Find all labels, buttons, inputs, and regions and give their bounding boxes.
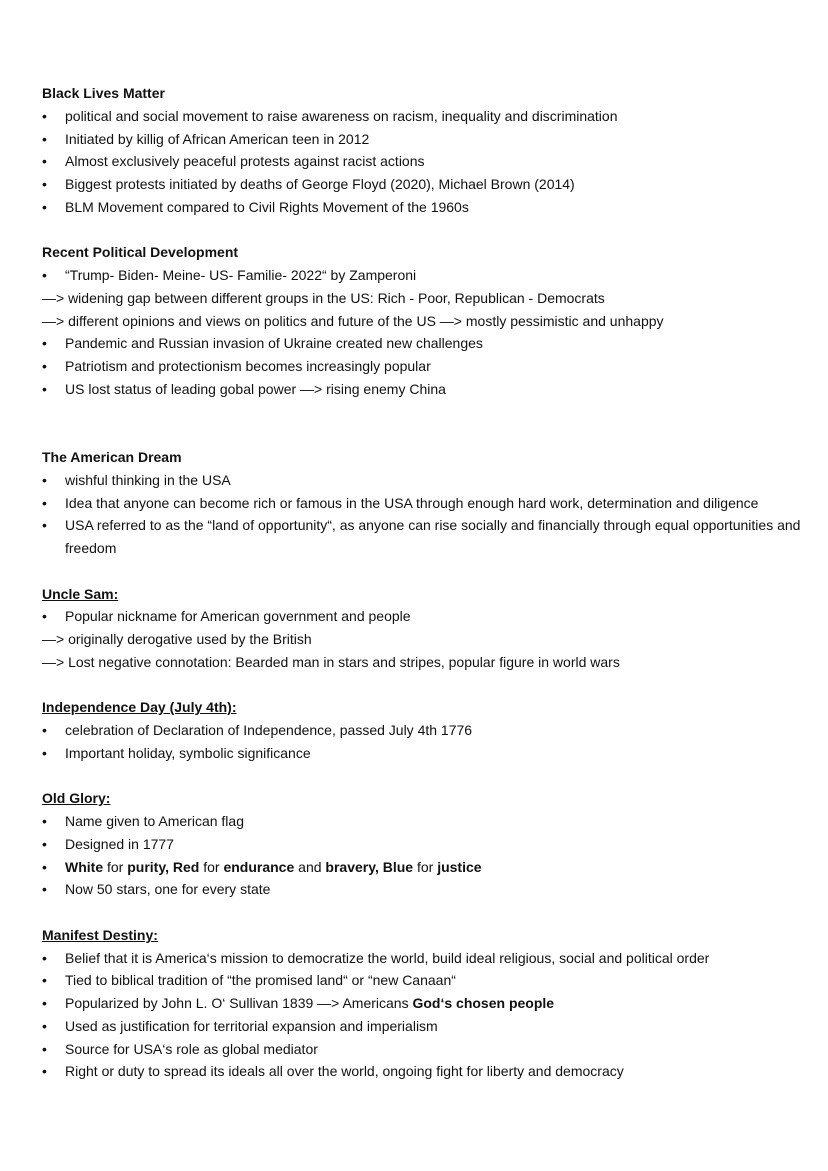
item-text — [42, 128, 802, 151]
item-text — [42, 969, 802, 992]
bullet-item — [42, 128, 802, 151]
text-segment: USA referred to as the “land of opportunity“, as anyone can rise socially and financially through equal opportunities and freedom — [65, 517, 801, 556]
text-segment: —> widening gap between different groups in the US: Rich - Poor, Republican - Democrats — [42, 289, 605, 306]
item-text — [42, 264, 802, 287]
bullet-item — [42, 173, 802, 196]
section — [42, 446, 802, 560]
section-heading: Uncle Sam: — [42, 585, 119, 602]
text-segment: Designed in 1777 — [65, 835, 174, 852]
item-text — [42, 514, 802, 560]
section-heading: Old Glory: — [42, 790, 111, 807]
section-heading: Black Lives Matter — [42, 85, 165, 101]
bullet-icon: • — [42, 744, 47, 761]
bullet-item — [42, 196, 802, 219]
bullet-item — [42, 856, 802, 879]
bullet-icon: • — [42, 335, 47, 352]
bullet-item — [42, 378, 802, 401]
bullet-icon: • — [42, 608, 47, 625]
bullet-item — [42, 150, 802, 173]
bullet-icon: • — [42, 380, 47, 397]
text-segment: Used as justification for territorial expansion and imperialism — [65, 1017, 438, 1034]
text-segment: celebration of Declaration of Independence, passed July 4th 1776 — [65, 722, 473, 738]
arrow-item — [42, 628, 802, 651]
text-segment: Right or duty to spread its ideals all over the world, ongoing fight for liberty and democracy — [65, 1063, 624, 1080]
text-segment: —> different opinions and views on politics and future of the US —> mostly pessimistic and unhappy — [42, 312, 664, 329]
bullet-icon: • — [42, 471, 47, 488]
bullet-item — [42, 947, 802, 970]
text-segment: Tied to biblical tradition of “the promised land“ or “new Canaan“ — [65, 972, 456, 989]
text-segment: wishful thinking in the USA — [65, 471, 231, 488]
text-segment: for — [103, 858, 128, 875]
text-segment: “Trump- Biden- Meine- US- Familie- 2022“ by Zamperoni — [65, 267, 417, 283]
section-heading: Independence Day (July 4th): — [42, 699, 237, 716]
bullet-item — [42, 332, 802, 355]
bold-text: God‘s chosen people — [412, 995, 555, 1011]
item-text — [42, 878, 802, 901]
arrow-item — [42, 651, 802, 674]
section — [42, 924, 802, 1083]
item-text — [42, 355, 802, 378]
section — [42, 241, 802, 400]
bullet-icon: • — [42, 176, 47, 192]
bullet-icon: • — [42, 949, 47, 966]
bullet-icon: • — [42, 722, 47, 738]
item-text — [42, 173, 802, 196]
text-segment: Source for USA‘s role as global mediator — [65, 1040, 318, 1057]
item-text — [42, 856, 802, 879]
bullet-item — [42, 1038, 802, 1061]
item-text — [42, 378, 802, 401]
text-segment: Idea that anyone can become rich or famous in the USA through enough hard work, determination and diligence — [65, 494, 759, 511]
text-segment: Important holiday, symbolic significance — [65, 744, 311, 761]
arrow-item — [42, 287, 802, 310]
bullet-icon: • — [42, 1063, 47, 1080]
bullet-item — [42, 264, 802, 287]
item-text — [42, 332, 802, 355]
bullet-item — [42, 105, 802, 128]
text-segment: Popularized by John L. O‘ Sullivan 1839 —> Americans — [65, 995, 413, 1011]
bullet-icon: • — [42, 107, 47, 124]
bullet-item — [42, 492, 802, 515]
text-segment: political and social movement to raise awareness on racism, inequality and discrimination — [65, 107, 618, 124]
section — [42, 583, 802, 674]
item-text — [42, 605, 802, 628]
item-text — [42, 719, 802, 742]
bullet-item — [42, 878, 802, 901]
bullet-item — [42, 355, 802, 378]
bold-text: endurance — [223, 858, 295, 875]
text-segment: Pandemic and Russian invasion of Ukraine created new challenges — [65, 335, 483, 352]
text-segment: Patriotism and protectionism becomes increasingly popular — [65, 358, 431, 374]
bold-text: bravery, Blue — [325, 858, 414, 875]
bullet-icon: • — [42, 858, 47, 875]
bullet-icon: • — [42, 517, 47, 534]
text-segment: Initiated by killig of African American teen in 2012 — [65, 130, 370, 147]
section-heading: Manifest Destiny: — [42, 926, 158, 943]
bullet-icon: • — [42, 835, 47, 852]
bullet-icon: • — [42, 813, 47, 829]
bullet-item — [42, 719, 802, 742]
section-heading: The American Dream — [42, 449, 182, 465]
bullet-item — [42, 969, 802, 992]
bullet-item — [42, 742, 802, 765]
text-segment: Popular nickname for American government and people — [65, 608, 411, 625]
item-text — [42, 654, 620, 670]
text-segment: Almost exclusively peaceful protests against racist actions — [65, 153, 425, 170]
text-segment: BLM Movement compared to Civil Rights Movement of the 1960s — [65, 198, 469, 215]
arrow-item — [42, 310, 802, 333]
section — [42, 82, 802, 219]
item-text — [42, 947, 802, 970]
text-segment: and — [294, 858, 326, 875]
text-segment: for — [199, 858, 224, 875]
bullet-icon: • — [42, 198, 47, 215]
bullet-icon: • — [42, 153, 47, 170]
bullet-item — [42, 469, 802, 492]
bullet-icon: • — [42, 358, 47, 374]
bullet-item — [42, 514, 802, 560]
item-text — [42, 290, 605, 306]
text-segment: Name given to American flag — [65, 813, 244, 829]
item-text — [42, 469, 802, 492]
bullet-icon: • — [42, 881, 47, 898]
text-segment: US lost status of leading gobal power —> rising enemy China — [65, 380, 446, 397]
item-text — [42, 150, 802, 173]
item-text — [42, 1015, 802, 1038]
item-text — [42, 742, 802, 765]
bullet-item — [42, 605, 802, 628]
bullet-item — [42, 1060, 802, 1083]
text-segment: —> Lost negative connotation: Bearded man in stars and stripes, popular figure in world wars — [42, 653, 620, 670]
item-text — [42, 313, 664, 329]
text-segment: Belief that it is America‘s mission to democratize the world, build ideal religious, social and political order — [65, 949, 710, 966]
item-text — [42, 631, 312, 647]
text-segment: for — [413, 858, 438, 875]
bullet-item — [42, 992, 802, 1015]
section — [42, 696, 802, 764]
text-segment: Now 50 stars, one for every state — [65, 881, 271, 898]
bullet-item — [42, 833, 802, 856]
item-text — [42, 992, 802, 1015]
bold-text: Red — [172, 858, 200, 875]
text-segment: Biggest protests initiated by deaths of George Floyd (2020), Michael Brown (2014) — [65, 176, 575, 192]
section-heading: Recent Political Development — [42, 244, 239, 261]
bold-text: purity, — [127, 858, 169, 875]
item-text — [42, 105, 802, 128]
item-text — [42, 1038, 802, 1061]
bullet-icon: • — [42, 972, 47, 989]
document-page — [42, 82, 802, 1106]
text-segment: —> originally derogative used by the British — [42, 631, 312, 647]
bullet-icon: • — [42, 130, 47, 147]
bullet-icon: • — [42, 995, 47, 1011]
item-text — [42, 196, 802, 219]
bullet-icon: • — [42, 1040, 47, 1057]
item-text — [42, 833, 802, 856]
bullet-icon: • — [42, 267, 47, 283]
bold-text: White — [65, 858, 104, 875]
bold-text: justice — [437, 858, 482, 875]
bullet-item — [42, 1015, 802, 1038]
section — [42, 787, 802, 901]
item-text — [42, 810, 802, 833]
bullet-item — [42, 810, 802, 833]
item-text — [42, 1060, 802, 1083]
bullet-icon: • — [42, 1017, 47, 1034]
bullet-icon: • — [42, 494, 47, 511]
item-text — [42, 492, 802, 515]
